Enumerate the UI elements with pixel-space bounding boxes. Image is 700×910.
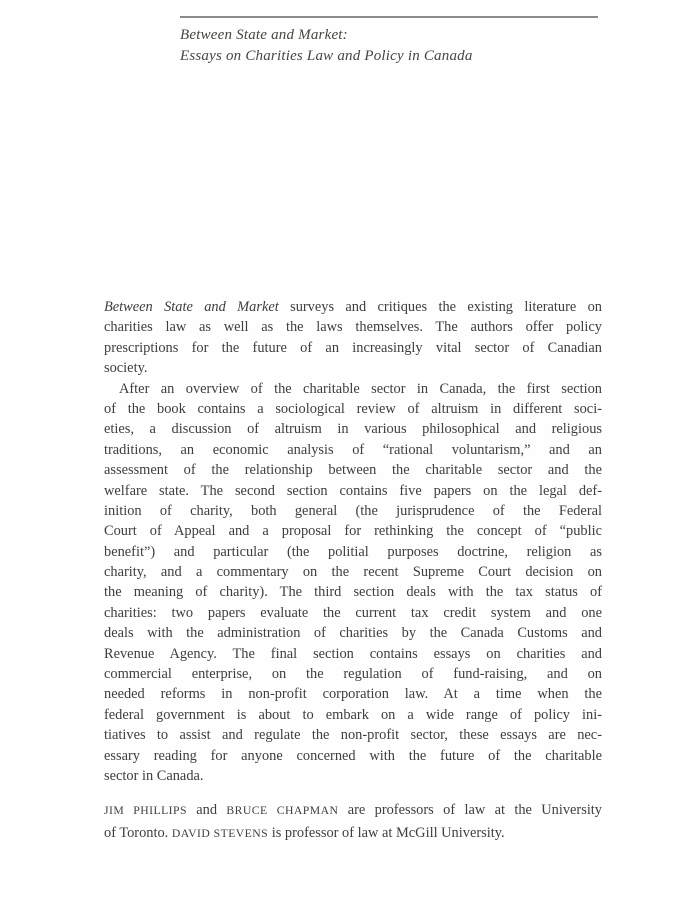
text-segment: and (186, 802, 227, 818)
text-line (104, 481, 602, 501)
text-line (104, 419, 602, 439)
author-name: DAVID STEVENS (171, 826, 269, 840)
text-segment: welfare state. The second section contains five papers on the legal def- (104, 482, 602, 499)
text-segment: federal government is about to embark on a wide range of policy ini- (104, 706, 602, 723)
text-segment: needed reforms in non-profit corporation law. At a time when the (104, 686, 602, 703)
text-segment: the meaning of charity). The third section deals with the tax status of (104, 584, 602, 601)
paragraph (104, 297, 602, 379)
text-line (104, 338, 602, 358)
text-segment: of Toronto. (104, 824, 172, 841)
author-name: BRUCE CHAPMAN (226, 804, 339, 817)
text-line (104, 746, 602, 766)
text-segment: commercial enterprise, on the regulation of fund-raising, and on (104, 666, 602, 683)
running-head (180, 25, 598, 67)
header-title-line2: Essays on Charities Law and Policy in Canada (180, 48, 473, 64)
text-line (104, 317, 602, 337)
text-segment: is professor of law at McGill University. (268, 824, 505, 841)
text-line (104, 521, 602, 541)
header-title-line1: Between State and Market: (180, 27, 348, 43)
text-line (104, 542, 602, 562)
text-line (104, 562, 602, 582)
text-segment: are professors of law at the University (338, 802, 602, 818)
text-line (104, 440, 602, 460)
book-description (104, 297, 602, 786)
text-segment: charities: two papers evaluate the current tax credit system and one (104, 604, 602, 621)
text-line (104, 684, 602, 704)
text-line (104, 582, 602, 602)
text-line (104, 799, 602, 822)
text-segment: deals with the administration of charities by the Canada Customs and (104, 625, 602, 642)
text-line (104, 379, 602, 399)
text-line (104, 705, 602, 725)
text-segment: benefit”) and particular (the politial purposes doctrine, religion as (104, 543, 602, 560)
book-title-inline: Between State and Market (104, 299, 279, 315)
author-bio (104, 799, 602, 844)
text-segment: Revenue Agency. The final section contains essays on charities and (104, 645, 602, 662)
text-segment: assessment of the relationship between the charitable sector and the (104, 462, 602, 479)
text-segment: of the book contains a sociological review of altruism in different soci- (104, 400, 602, 417)
text-segment: tiatives to assist and regulate the non-profit sector, these essays are nec- (104, 727, 602, 744)
header-rule (180, 16, 598, 18)
text-segment: After an overview of the charitable sector in Canada, the first section (119, 380, 602, 397)
text-line (104, 603, 602, 623)
text-line (104, 725, 602, 745)
paragraph (104, 379, 602, 787)
text-segment: charity, and a commentary on the recent Supreme Court decision on (104, 564, 602, 581)
text-segment: sector in Canada. (104, 767, 204, 784)
text-segment: inition of charity, both general (the jurisprudence of the Federal (104, 502, 602, 519)
text-segment: prescriptions for the future of an increasingly vital sector of Canadian (104, 339, 602, 356)
author-name: JIM PHILLIPS (104, 804, 187, 817)
text-line (104, 460, 602, 480)
page-header (180, 16, 598, 67)
text-line (104, 644, 602, 664)
text-segment: traditions, an economic analysis of “rational voluntarism,” and an (104, 441, 602, 458)
text-segment: surveys and critiques the existing literature on (278, 299, 602, 315)
text-line (104, 501, 602, 521)
text-line (104, 623, 602, 643)
text-segment: eties, a discussion of altruism in various philosophical and religious (104, 421, 602, 438)
text-line (104, 399, 602, 419)
text-segment: Court of Appeal and a proposal for rethinking the concept of “public (104, 523, 602, 540)
text-line (104, 297, 602, 317)
text-segment: society. (104, 360, 148, 377)
text-segment: essary reading for anyone concerned with the future of the charitable (104, 747, 602, 764)
text-line (104, 766, 602, 786)
text-line (104, 358, 602, 378)
text-line (104, 822, 602, 845)
text-line (104, 664, 602, 684)
text-segment: charities law as well as the laws themselves. The authors offer policy (104, 319, 602, 336)
